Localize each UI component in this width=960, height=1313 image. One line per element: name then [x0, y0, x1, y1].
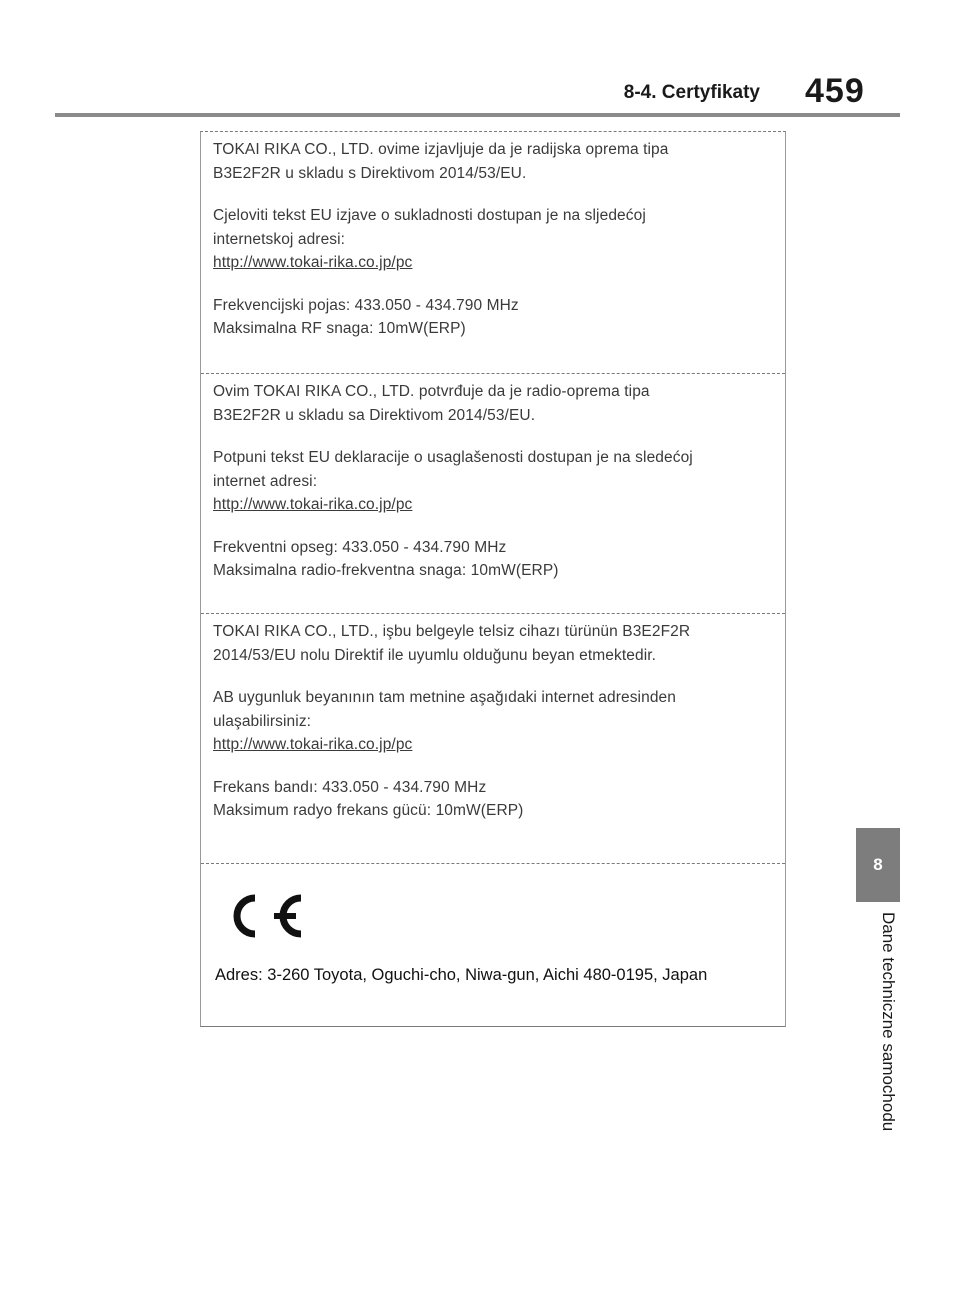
certificate-link[interactable]: http://www.tokai-rika.co.jp/pc: [213, 496, 413, 513]
power-line: Maksimalna radio-frekventna snaga: 10mW(ERP): [213, 562, 559, 579]
conformity-text-line: AB uygunluk beyanının tam metnine aşağıdaki internet adresinden: [213, 689, 676, 706]
certificate-link[interactable]: http://www.tokai-rika.co.jp/pc: [213, 254, 413, 271]
frequency-line: Frekventni opseg: 433.050 - 434.790 MHz: [213, 538, 507, 556]
chapter-tab[interactable]: 8: [856, 828, 900, 902]
section-title: 8-4. Certyfikaty: [623, 82, 760, 103]
conformity-text-line: Cjeloviti tekst EU izjave o sukladnosti dostupan je na sljedećoj: [213, 207, 646, 224]
certificate-box: [200, 131, 786, 1027]
conformity-text-line: ulaşabilirsiniz:: [213, 712, 312, 730]
declaration-line: TOKAI RIKA CO., LTD. ovime izjavljuje da je radijska oprema tipa: [213, 141, 669, 158]
power-line: Maksimum radyo frekans gücü: 10mW(ERP): [213, 802, 524, 819]
conformity-text-line: Potpuni tekst EU deklaracije o usaglašenosti dostupan je na sledećoj: [213, 449, 693, 466]
certificate-link[interactable]: http://www.tokai-rika.co.jp/pc: [213, 736, 413, 753]
conformity-text-line: internetskoj adresi:: [213, 230, 346, 248]
frequency-line: Frekans bandı: 433.050 - 434.790 MHz: [213, 778, 487, 796]
ce-mark-icon: [219, 892, 305, 940]
header-divider: [55, 113, 900, 117]
declaration-line: TOKAI RIKA CO., LTD., işbu belgeyle telsiz cihazı türünün B3E2F2R: [213, 623, 691, 640]
declaration-line: B3E2F2R u skladu s Direktivom 2014/53/EU.: [213, 164, 527, 182]
declaration-line: B3E2F2R u skladu sa Direktivom 2014/53/EU.: [213, 406, 536, 424]
frequency-line: Frekvencijski pojas: 433.050 - 434.790 MHz: [213, 296, 519, 314]
chapter-side-label: Dane techniczne samochodu: [879, 912, 898, 1132]
certificate-section-turkish: [201, 616, 785, 864]
address-text: Adres: 3-260 Toyota, Oguchi-cho, Niwa-gun, Aichi 480-0195, Japan: [215, 966, 708, 984]
declaration-line: Ovim TOKAI RIKA CO., LTD. potvrđuje da je radio-oprema tipa: [213, 383, 650, 400]
certificate-section-serbian: [201, 376, 785, 614]
declaration-line: 2014/53/EU nolu Direktif ile uyumlu olduğunu beyan etmektedir.: [213, 646, 657, 664]
page-number: 459: [805, 72, 865, 110]
certificate-section-ce: [201, 866, 785, 1026]
power-line: Maksimalna RF snaga: 10mW(ERP): [213, 320, 466, 337]
conformity-text-line: internet adresi:: [213, 472, 318, 490]
certificate-section-croatian: [201, 138, 785, 374]
